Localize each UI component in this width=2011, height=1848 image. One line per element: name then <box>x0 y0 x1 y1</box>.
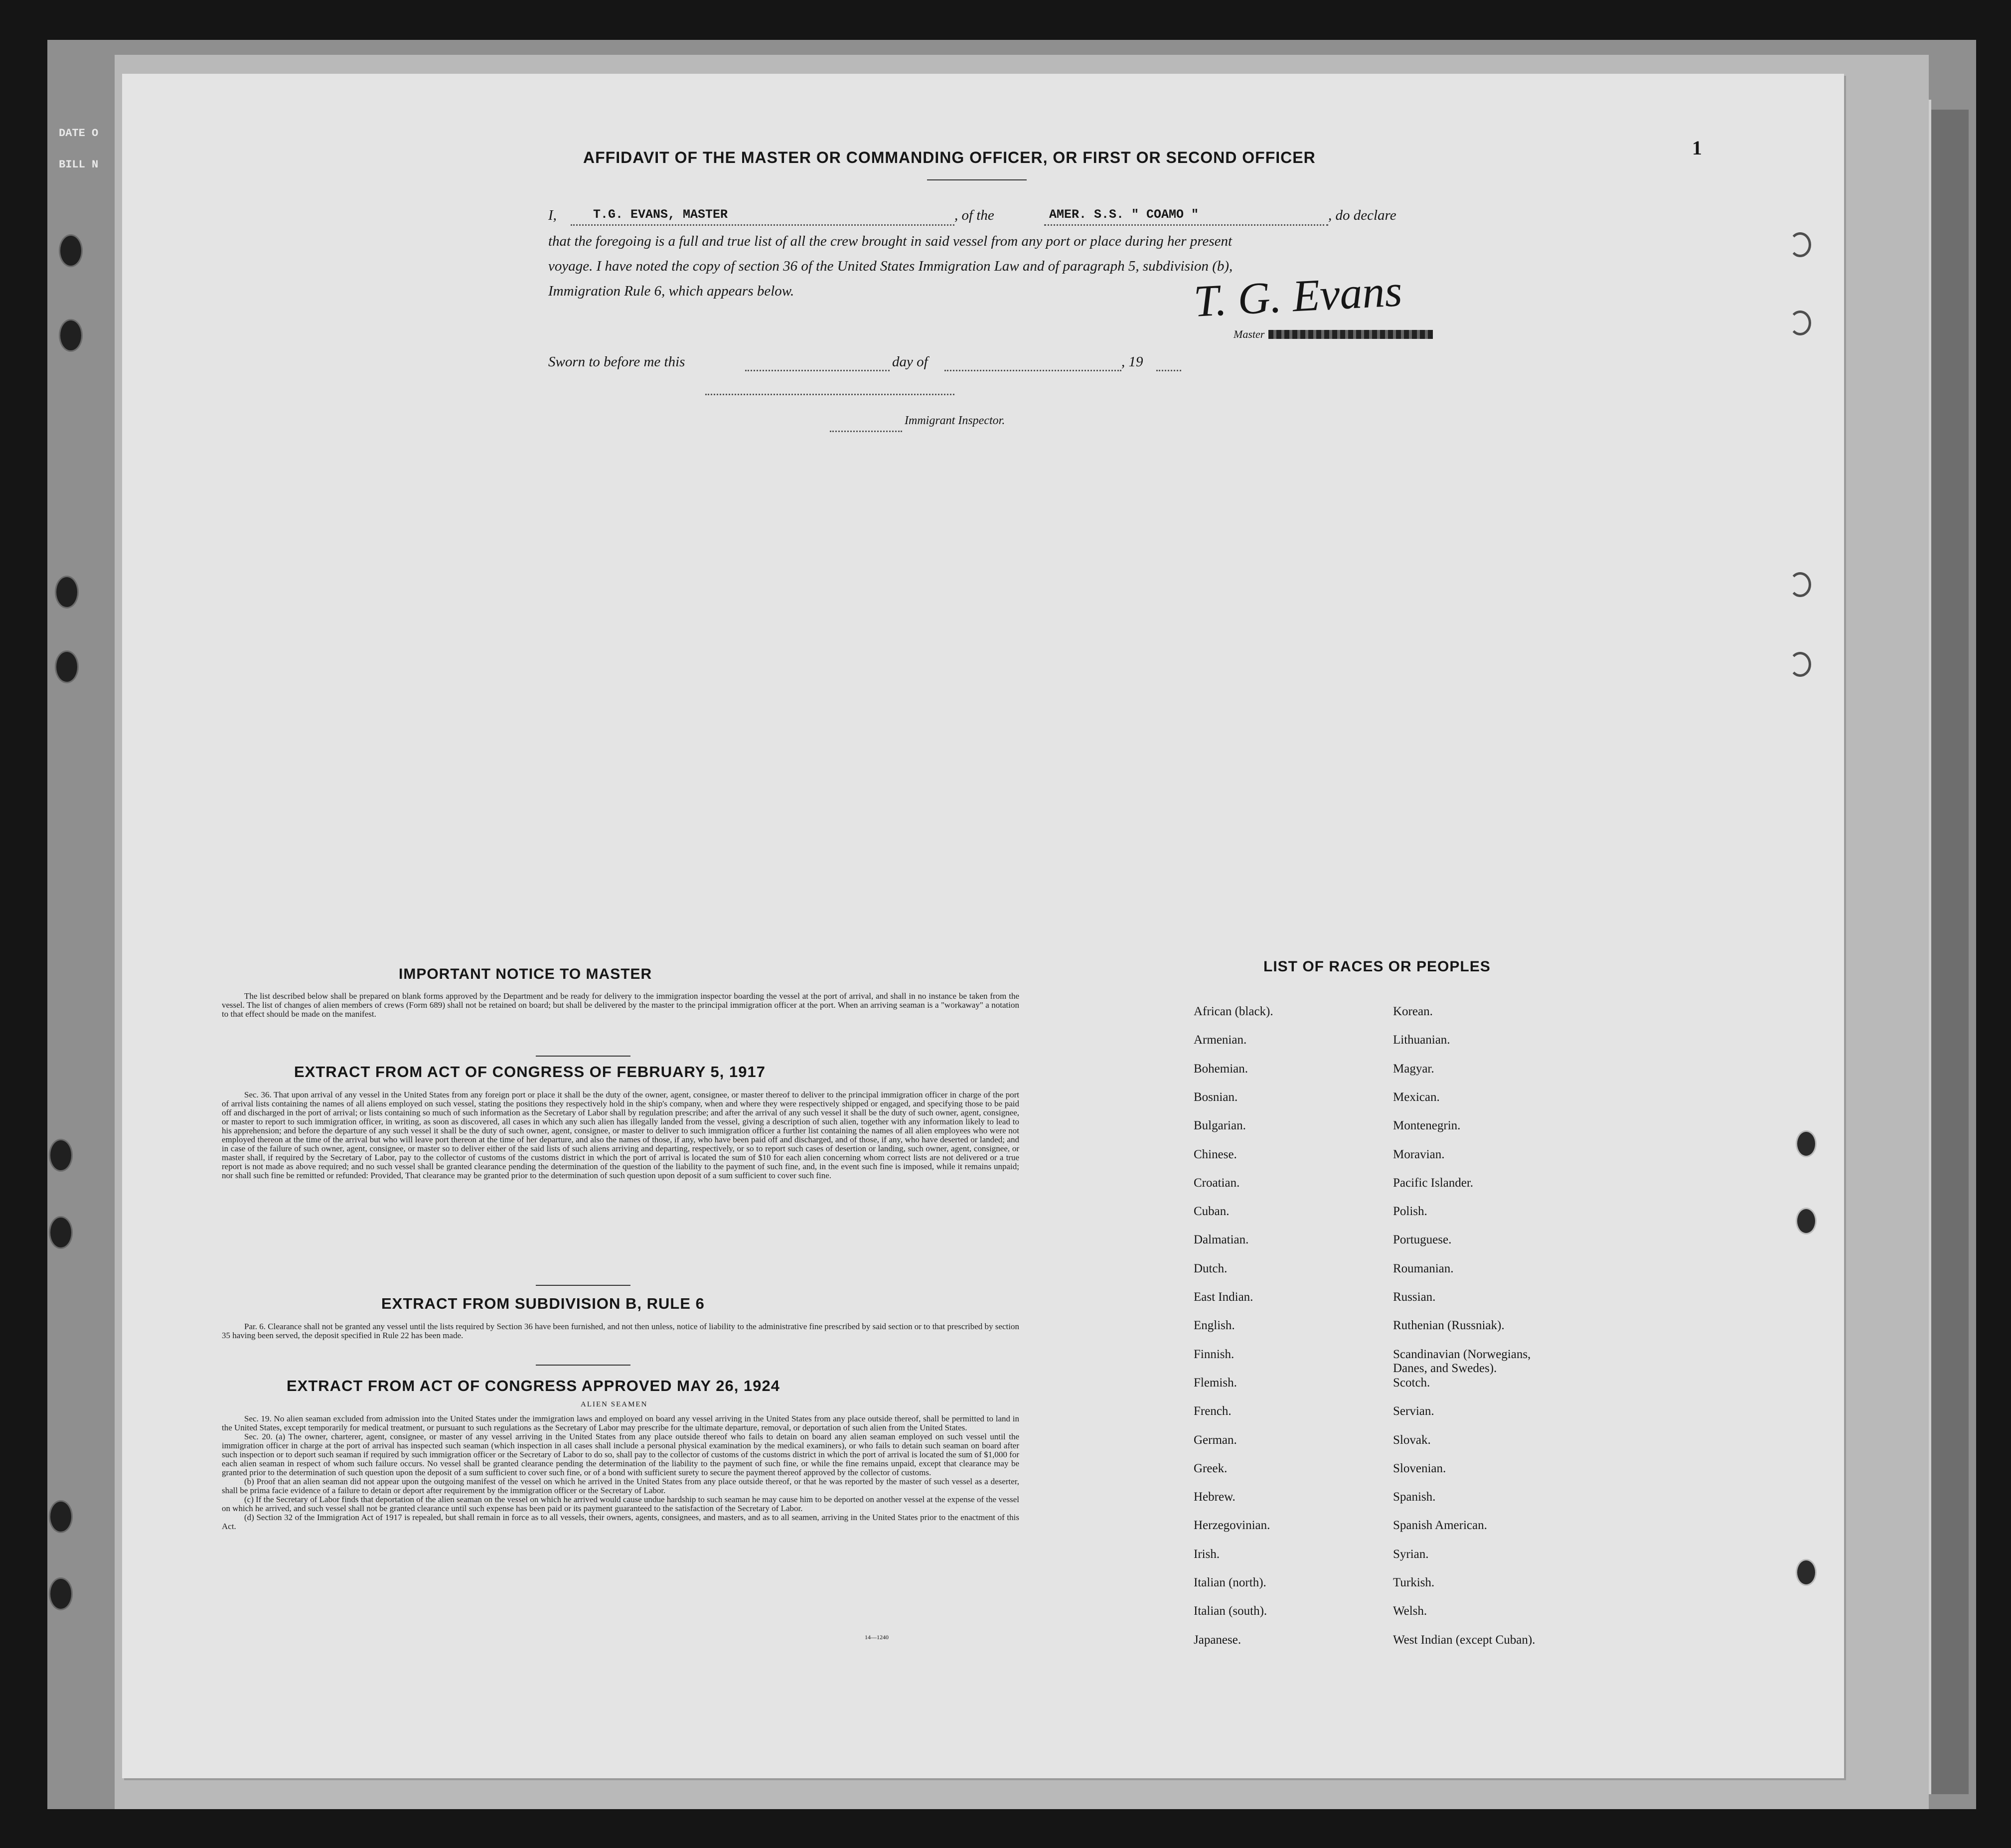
master-signature-label: Master <box>1234 328 1265 340</box>
sec-19: Sec. 19. No alien seaman excluded from admission into the United States under the immigration laws and employed on board any vessel arriving in the United States from any place outside thereof, shall be permitted to land in the United States, except temporarily for medical treatment, or pursuant to such regulations as the Secretary of Labor may prescribe for the ultimate departure, removal, or deportation of such alien from the United States. <box>222 1414 1019 1432</box>
race-item: Bulgarian. <box>1194 1119 1246 1133</box>
race-item: Danes, and Swedes). <box>1393 1361 1497 1375</box>
race-item: Slovenian. <box>1393 1461 1446 1475</box>
punch-hole <box>1796 1208 1817 1234</box>
vessel-name: AMER. S.S. " COAMO " <box>1049 207 1199 222</box>
sworn-label: Sworn to before me this <box>548 354 685 370</box>
binder-edge <box>1926 110 1969 1794</box>
under-sheet-label-date: DATE O <box>59 127 99 140</box>
race-item: Syrian. <box>1393 1547 1429 1561</box>
declaration-line-2: that the foregoing is a full and true list of all the crew brought in said vessel from any port or place during her present <box>548 233 1233 249</box>
ring-hole <box>1789 572 1811 597</box>
sec-20d: (d) Section 32 of the Immigration Act of 1917 is repealed, but shall remain in force as to all vessels, their owners, agents, consignees, and masters, and as to all seamen, arriving in the United States prior to the enactment of this Act. <box>222 1513 1019 1531</box>
extract-rule6-title: EXTRACT FROM SUBDIVISION B, RULE 6 <box>381 1295 705 1312</box>
declaration-line-4: Immigration Rule 6, which appears below. <box>548 283 794 299</box>
declaration-line-3: voyage. I have noted the copy of section 36 of the United States Immigration Law and of paragraph 5, subdivision (b), <box>548 258 1233 274</box>
sworn-year-field <box>1156 354 1181 371</box>
race-item: African (black). <box>1194 1005 1273 1018</box>
race-item: Flemish. <box>1194 1376 1237 1389</box>
race-item: Hebrew. <box>1194 1490 1236 1504</box>
punch-hole <box>55 576 79 609</box>
race-item: Herzegovinian. <box>1194 1519 1270 1533</box>
sworn-day-field <box>745 354 890 371</box>
race-item: East Indian. <box>1194 1290 1253 1304</box>
race-item: Turkish. <box>1393 1576 1435 1589</box>
year-label: , 19 <box>1121 354 1143 370</box>
ring-hole <box>1789 310 1811 335</box>
form-number: 14—1240 <box>865 1634 889 1641</box>
race-item: Ruthenian (Russniak). <box>1393 1319 1505 1333</box>
race-item: English. <box>1194 1319 1235 1333</box>
race-item: Bohemian. <box>1194 1062 1248 1076</box>
race-item: Welsh. <box>1393 1604 1427 1618</box>
race-item: Italian (south). <box>1194 1604 1267 1618</box>
extract-1917-text: Sec. 36. That upon arrival of any vessel in the United States from any foreign port or place it shall be the duty of the owner, agent, consignee, or master thereof to deliver to the principal immigration officer in charge of the port of arrival lists containing the names of all aliens employed on such vessel, stating the positions they respectively hold in the ship's company, when and where they were respectively shipped or engaged, and specifying those to be paid off and discharged in the port of arrival; or lists containing so much of such information as the Secretary of Labor shall by regulation prescribe; and after the arrival of any such vessel it shall be the duty of such owner, agent, consignee, or master to report to such immigration officer, in writing, as soon as discovered, all cases in which any such alien has illegally landed from the vessel, giving a description of such alien, together with any information likely to lead to his apprehension; and before the departure of any such vessel it shall be the duty of such owner, agent, consignee, or master to deliver to such immigration officer a further list containing the names of all alien employees who were not employed thereon at the time of the arrival but who will leave port thereon at the time of her departure, and also the names of those, if any, who have been paid off and discharged, and of those, if any, who have deserted or landed; and in case of the failure of such owner, agent, consignee, or master so to deliver either of the said lists of such aliens arriving and departing, respectively, or so to report such cases of desertion or landing, such owner, agent, consignee, or master shall, if required by the Secretary of Labor, pay to the collector of customs of the customs district in which the port of arrival is located the sum of $10 for each alien concerning whom correct lists are not delivered or a true report is not made as above required; and no such vessel shall be granted clearance pending the determination of the question of the liability to the payment of such fine, and, in the event such fine is imposed, while it remains unpaid; nor shall such fine be remitted or refunded: Provided, That clearance may be granted prior to the determination of such question upon deposit of a sum sufficient to cover such fine. <box>222 1090 1019 1180</box>
punch-hole <box>49 1500 73 1533</box>
race-item: Moravian. <box>1393 1147 1445 1161</box>
race-item: Italian (north). <box>1194 1576 1266 1589</box>
race-item: Irish. <box>1194 1547 1220 1561</box>
race-item: Montenegrin. <box>1393 1119 1461 1133</box>
punch-hole <box>1796 1130 1817 1157</box>
sec-20c: (c) If the Secretary of Labor finds that deportation of the alien seaman on the vessel on which he arrived would cause undue hardship to such seaman he may cause him to be deported on another vessel at the expense of the vessel on which he arrived, and such vessel shall not be granted clearance until such expense has been paid or its payment guaranteed to the satisfaction of the Secretary of Labor. <box>222 1495 1019 1513</box>
races-title: LIST OF RACES OR PEOPLES <box>1263 958 1491 975</box>
race-item: Korean. <box>1393 1005 1433 1018</box>
punch-hole <box>55 650 79 683</box>
affidavit-title: AFFIDAVIT OF THE MASTER OR COMMANDING OFFICER, OR FIRST OR SECOND OFFICER <box>583 149 1316 166</box>
race-item: Servian. <box>1393 1404 1434 1418</box>
race-item: Mexican. <box>1393 1090 1440 1104</box>
race-item: Armenian. <box>1194 1033 1247 1047</box>
affidavit-page <box>122 74 1844 1778</box>
alien-seamen-heading: ALIEN SEAMEN <box>581 1400 648 1408</box>
race-item: German. <box>1194 1433 1237 1447</box>
ring-hole <box>1789 652 1811 677</box>
race-item: Chinese. <box>1194 1147 1237 1161</box>
race-item: Spanish. <box>1393 1490 1436 1504</box>
inspector-signature-line <box>705 393 954 395</box>
do-declare-label: , do declare <box>1328 207 1396 223</box>
race-item: French. <box>1194 1404 1232 1418</box>
race-item: Dutch. <box>1194 1261 1228 1275</box>
race-item: Croatian. <box>1194 1176 1240 1190</box>
master-name-field <box>571 207 954 226</box>
punch-hole <box>49 1577 73 1610</box>
race-item: Greek. <box>1194 1461 1228 1475</box>
inspector-dots <box>830 418 902 432</box>
master-signature: T. G. Evans <box>1192 266 1403 326</box>
extract-1924-body <box>222 1414 1019 1531</box>
inspector-label: Immigrant Inspector. <box>905 414 1005 427</box>
sheet-number: 1 <box>1692 137 1702 159</box>
day-of-label: day of <box>892 354 928 370</box>
race-item: Magyar. <box>1393 1062 1434 1076</box>
rule <box>536 1285 630 1286</box>
punch-hole <box>59 319 83 352</box>
race-item: Polish. <box>1393 1205 1427 1219</box>
punch-hole <box>1796 1559 1817 1586</box>
declare-i: I, <box>548 207 557 223</box>
notice-text: The list described below shall be prepared on blank forms approved by the Department and be ready for delivery to the immigration inspector boarding the vessel at the port of arrival, and shall in no instance be taken from the vessel. The list of changes of alien members of crews (Form 689) shall not be retained on board; but shall be delivered by the master to the principal immigration officer at the port. When an arriving seaman is a "workaway" a notation to that effect should be made on the manifest. <box>222 991 1019 1019</box>
sworn-month-field <box>944 354 1121 371</box>
race-item: Portuguese. <box>1393 1233 1452 1247</box>
master-name: T.G. EVANS, MASTER <box>593 207 728 222</box>
sec-20b: (b) Proof that an alien seaman did not appear upon the outgoing manifest of the vessel on which he arrived in the United States from any place outside thereof, or that he was reported by the master of such vessel as a deserter, shall be prima facie evidence of a failure to detain or deport after requirement by the immigration officer or the Secretary of Labor. <box>222 1477 1019 1495</box>
title-rule <box>927 179 1027 180</box>
punch-hole <box>49 1139 73 1172</box>
race-item: Cuban. <box>1194 1205 1230 1219</box>
extract-1917-title: EXTRACT FROM ACT OF CONGRESS OF FEBRUARY 5, 1917 <box>294 1063 766 1080</box>
extract-1924-title: EXTRACT FROM ACT OF CONGRESS APPROVED MAY 26, 1924 <box>287 1377 780 1394</box>
rule <box>536 1056 630 1057</box>
race-item: Japanese. <box>1194 1633 1241 1647</box>
race-item: Spanish American. <box>1393 1519 1487 1533</box>
extract-rule6-text: Par. 6. Clearance shall not be granted any vessel until the lists required by Section 36 have been furnished, and not then unless, notice of liability to the administrative fine prescribed by said section or to that prescribed by section 35 having been served, the deposit specified in Rule 22 has been made. <box>222 1322 1019 1340</box>
race-item: Lithuanian. <box>1393 1033 1450 1047</box>
sec-20a: Sec. 20. (a) The owner, charterer, agent, consignee, or master of any vessel arriving in the United States from any place outside thereof who fails to detain on board any alien seaman employed on such vessel until the immigration officer in charge at the port of arrival has inspected such seaman (which inspection in all cases shall include a personal physical examination by the medical examiners), or who fails to detain such seaman on board after such inspection or to deport such seaman if required by such immigration officer or the Secretary of Labor to do so, shall pay to the collector of customs of the customs district in which the port of arrival is located the sum of $1,000 for each alien seaman in respect of whom such failure occurs. No vessel shall be granted clearance pending the determination of the liability to the payment of such fine, or while the fine remains unpaid, except that clearance may be granted prior to the determination of such question upon the deposit of a sum sufficient to cover such fine, or of a bond with sufficient surety to secure the payment thereof approved by the collector of customs. <box>222 1432 1019 1477</box>
of-the-label: , of the <box>954 207 994 223</box>
punch-hole <box>49 1216 73 1249</box>
struck-title <box>1268 330 1433 339</box>
race-item: Slovak. <box>1393 1433 1431 1447</box>
punch-hole <box>59 234 83 267</box>
notice-title: IMPORTANT NOTICE TO MASTER <box>399 966 652 982</box>
race-item: Dalmatian. <box>1194 1233 1249 1247</box>
ring-hole <box>1789 232 1811 257</box>
race-item: Scandinavian (Norwegians, <box>1393 1347 1531 1361</box>
under-sheet-label-bill: BILL N <box>59 158 99 171</box>
race-item: Roumanian. <box>1393 1261 1454 1275</box>
rule <box>536 1365 630 1366</box>
race-item: Russian. <box>1393 1290 1436 1304</box>
race-item: Finnish. <box>1194 1347 1235 1361</box>
race-item: Pacific Islander. <box>1393 1176 1474 1190</box>
race-item: Bosnian. <box>1194 1090 1238 1104</box>
race-item: West Indian (except Cuban). <box>1393 1633 1536 1647</box>
vessel-field <box>1044 207 1328 226</box>
race-item: Scotch. <box>1393 1376 1430 1389</box>
